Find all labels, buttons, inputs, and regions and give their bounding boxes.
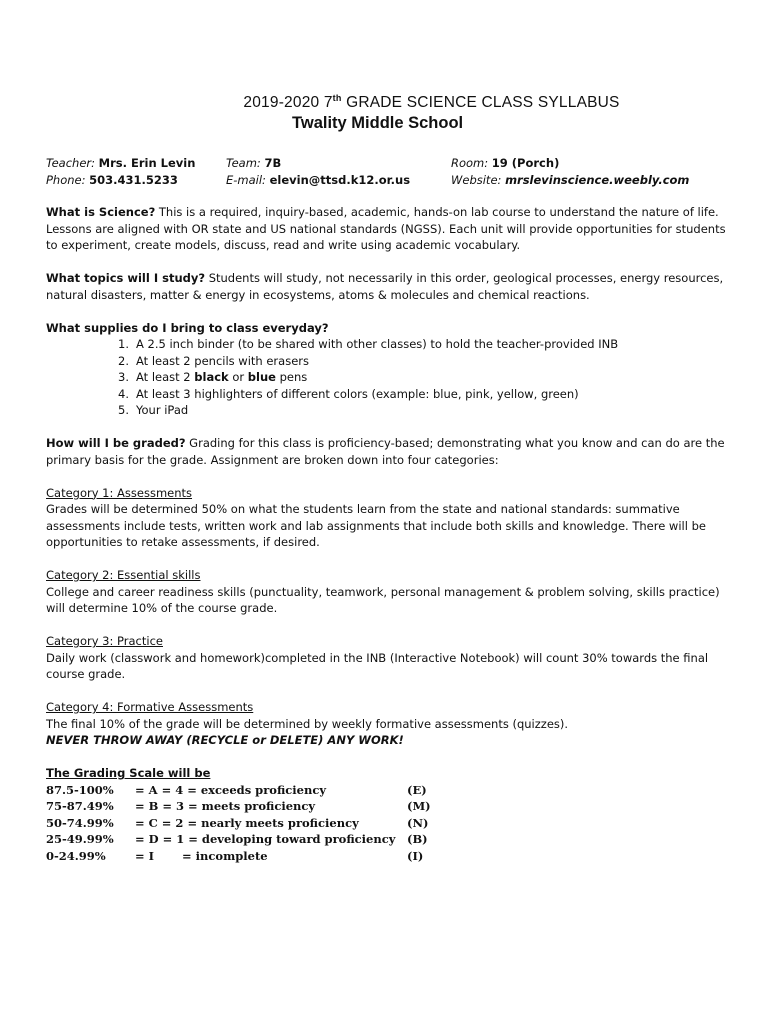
email-info: [226, 172, 410, 189]
email-value: elevin@ttsd.k12.or.us: [269, 173, 411, 187]
category-3-title: Category 3: Practice: [46, 634, 163, 648]
category-4-text: The final 10% of the grade will be determined by weekly formative assessments (quizzes).: [46, 716, 569, 731]
team-info: [226, 155, 281, 172]
grade-range: 75-87.49%: [46, 799, 114, 813]
list-text: At least 2 pencils with erasers: [136, 353, 309, 368]
list-number: 5.: [118, 403, 129, 417]
grade-code: (I): [407, 848, 424, 863]
list-number: 3.: [118, 370, 129, 384]
website-value: mrslevinscience.weebly.com: [505, 173, 690, 187]
list-number: 2.: [118, 353, 129, 368]
graded-question: How will I be graded?: [46, 436, 186, 450]
teacher-name: Mrs. Erin Levin: [98, 156, 196, 170]
grade-row: [46, 815, 726, 832]
grade-range: 50-74.99%: [46, 815, 114, 830]
room-value: 19 (Porch): [491, 156, 560, 170]
title-rest: GRADE SCIENCE CLASS SYLLABUS: [341, 94, 620, 111]
email-label: E-mail:: [226, 173, 266, 187]
list-number: 4.: [118, 386, 129, 401]
teacher-label: Teacher:: [46, 156, 96, 170]
grade-row: [46, 831, 726, 848]
category-1-title: Category 1: Assessments: [46, 485, 193, 500]
syllabus-title: [0, 90, 768, 112]
category-2-text: College and career readiness skills (punctuality, teamwork, personal management & problem solving, skills practice) will determine 10% of the course grade.: [46, 584, 720, 615]
grade-description: = C = 2 = nearly meets proficiency: [135, 815, 359, 830]
room-info: [451, 155, 559, 172]
category-3-text: Daily work (classwork and homework)completed in the INB (Interactive Notebook) will count 30% towards the final course grade.: [46, 650, 709, 681]
grade-row: [46, 782, 726, 799]
topics-section: [46, 270, 726, 303]
phone-info: [46, 172, 178, 189]
phone-label: Phone:: [46, 173, 86, 187]
science-section: [46, 204, 726, 254]
title-superscript: th: [332, 93, 342, 103]
topics-answer: Students will study, not necessarily in this order, geological processes, energy resources, natural disasters, matter & energy in ecosystems, atoms & molecules and chemical reactions.: [46, 271, 724, 302]
list-item: [46, 402, 726, 419]
info-row-2: [46, 172, 746, 189]
website-info: [451, 172, 689, 189]
grade-code: (M): [407, 799, 431, 813]
grade-description: = B = 3 = meets proficiency: [135, 799, 316, 813]
teacher-info: [46, 155, 195, 172]
grade-range: 25-49.99%: [46, 832, 114, 846]
list-text: At least 3 highlighters of different colors (example: blue, pink, yellow, green): [136, 386, 579, 401]
team-label: Team:: [226, 156, 261, 170]
team-value: 7B: [264, 156, 282, 170]
contact-info: [46, 155, 746, 189]
website-label: Website:: [451, 173, 502, 187]
syllabus-body: [46, 204, 726, 864]
category-1-text: Grades will be determined 50% on what the students learn from the state and national standards: summative assessments include tests, written work and lab assignments that include both skills and knowledge. There will be opportunities to retake assessments, if desired.: [46, 502, 706, 549]
grading-scale-heading: The Grading Scale will be: [46, 766, 211, 780]
category-4-title: Category 4: Formative Assessments: [46, 700, 254, 714]
graded-answer: Grading for this class is proficiency-based; demonstrating what you know and can do are the primary basis for the grade. Assignment are broken down into four categories:: [46, 436, 725, 467]
school-name: Twality Middle School: [292, 114, 464, 132]
list-number: 1.: [118, 337, 129, 351]
grade-description: = A = 4 = exceeds proficiency: [135, 782, 327, 797]
category-2-title: Category 2: Essential skills: [46, 568, 201, 582]
supplies-question: What supplies do I bring to class everyday?: [46, 320, 329, 335]
grade-code: (B): [407, 832, 428, 846]
list-item: [46, 336, 726, 353]
list-item: [46, 369, 726, 386]
grade-range: 0-24.99%: [46, 848, 106, 863]
grade-row: [46, 848, 726, 865]
grade-code: (E): [407, 782, 427, 797]
list-item: [46, 353, 726, 370]
topics-question: What topics will I study?: [46, 271, 206, 285]
grade-range: 87.5-100%: [46, 782, 114, 797]
list-text-bold: blue: [247, 370, 276, 384]
phone-value: 503.431.5233: [89, 173, 178, 187]
grading-scale: [46, 765, 726, 864]
list-text: At least 2: [136, 370, 195, 384]
science-answer: This is a required, inquiry-based, academic, hands-on lab course to understand the nature of life. Lessons are aligned with OR state and US national standards (NGSS). Each unit will provide opportunities for students to experiment, create models, discuss, read and write using academic vocabulary.: [46, 205, 726, 252]
list-text-bold: black: [194, 370, 229, 384]
grading-intro: [46, 435, 726, 468]
info-row-1: [46, 155, 746, 172]
list-text: A 2.5 inch binder (to be shared with other classes) to hold the teacher-provided INB: [136, 337, 619, 351]
grade-row: [46, 798, 726, 815]
room-label: Room:: [451, 156, 489, 170]
supplies-list: [46, 336, 726, 419]
list-text: Your iPad: [136, 403, 189, 417]
title-year-grade: 2019-2020 7: [243, 94, 333, 111]
science-question: What is Science?: [46, 205, 156, 219]
grade-description: = I = incomplete: [135, 848, 268, 863]
list-text: pens: [275, 370, 308, 384]
list-item: [46, 386, 726, 403]
grade-description: = D = 1 = developing toward proficiency: [135, 832, 396, 846]
grade-code: (N): [407, 815, 429, 830]
warning-text: NEVER THROW AWAY (RECYCLE or DELETE) ANY WORK!: [46, 733, 404, 747]
list-text: or: [228, 370, 248, 384]
